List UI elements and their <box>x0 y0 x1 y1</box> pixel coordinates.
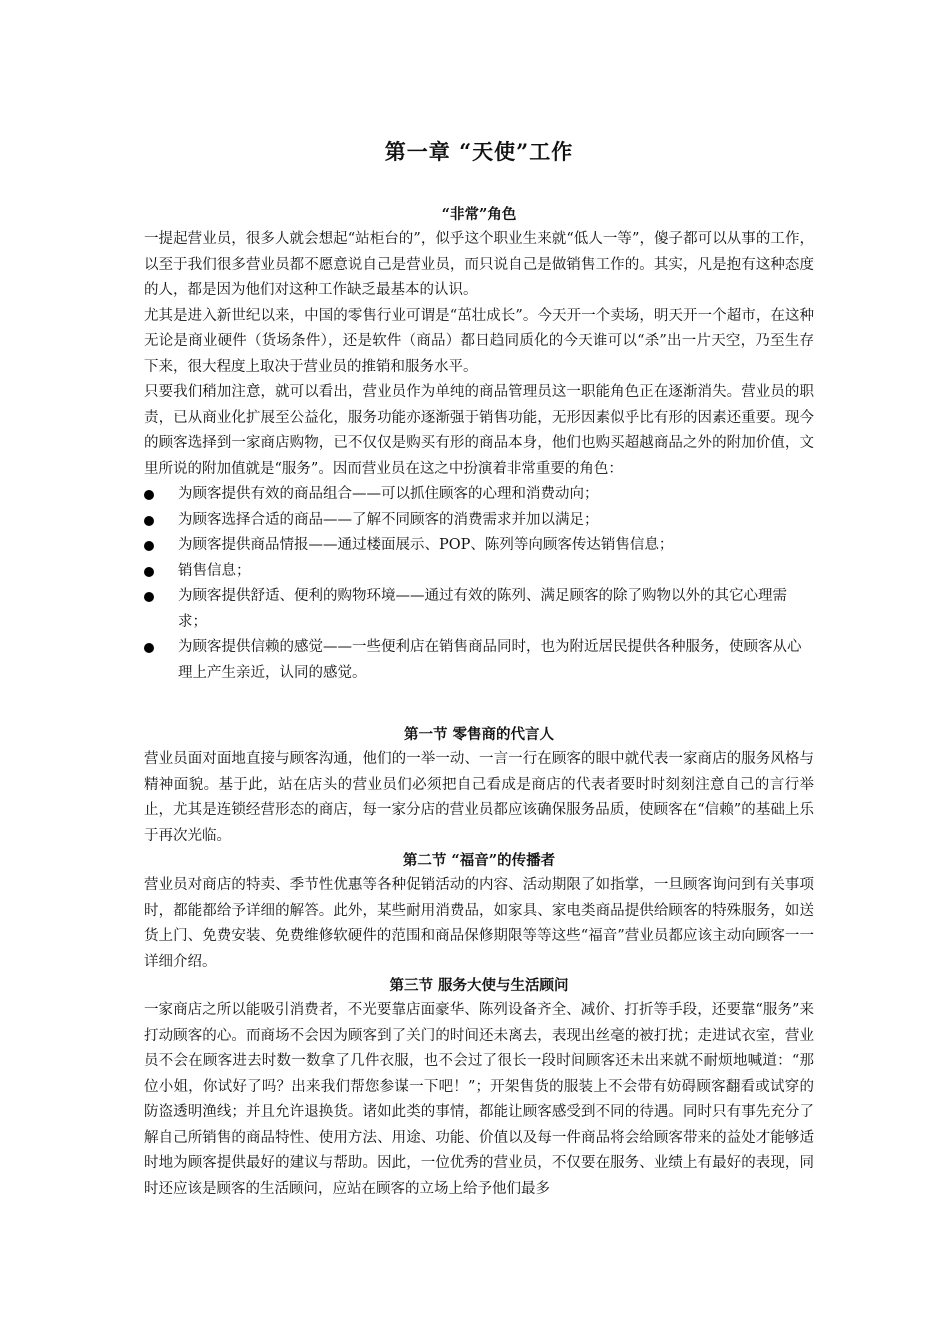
intro-paragraph-3: 只要我们稍加注意，就可以看出，营业员作为单纯的商品管理员这一职能角色正在逐渐消失。营业员的职责，已从商业化扩展至公益化，服务功能亦逐渐强于销售功能，无形因素似乎比有形的因素还重要。现今的顾客选择到一家商店购物，已不仅仅是购买有形的商品本身，他们也购买超越商品之外的附加价值，文里所说的附加值就是“服务”。因而营业员在这之中扮演着非常重要的角色： <box>144 384 814 477</box>
list-item <box>144 508 814 534</box>
list-item-text: 为顾客提供信赖的感觉——一些便利店在销售商品同时，也为附近居民提供各种服务，使顾客从心理上产生亲近，认同的感觉。 <box>178 639 802 681</box>
section-1-heading: 第一节 零售商的代言人 <box>403 726 555 743</box>
bullet-icon <box>144 643 154 653</box>
bullet-icon <box>144 592 154 602</box>
section-1-text: 营业员面对面地直接与顾客沟通，他们的一举一动、一言一行在顾客的眼中就代表一家商店的服务风格与精神面貌。基于此，站在店头的营业员们必须把自己看成是商店的代表者要时时刻刻注意自己的言行举止，尤其是连锁经营形态的商店，每一家分店的营业员都应该确保服务品质，使顾客在“信赖”的基础上乐于再次光临。 <box>144 751 814 844</box>
list-item <box>144 559 814 585</box>
section-3-text: 一家商店之所以能吸引消费者，不光要靠店面豪华、陈列设备齐全、减价、打折等手段，还要靠“服务”来打动顾客的心。而商场不会因为顾客到了关门的时间还未离去，表现出丝毫的被打扰；走进试衣室，营业员不会在顾客进去时数一数拿了几件衣服，也不会过了很长一段时间顾客还未出来就不耐烦地喊道：“那位小姐，你试好了吗？出来我们帮您参谋一下吧！”；开架售货的服装上不会带有妨碍顾客翻看或试穿的防盗透明渔线；并且允许退换货。诸如此类的事情，都能让顾客感受到不同的待遇。同时只有事先充分了解自己所销售的商品特性、使用方法、用途、功能、价值以及每一件商品将会给顾客带来的益处才能够适时地为顾客提供最好的建议与帮助。因此，一位优秀的营业员，不仅要在服务、业绩上有最好的表现，同时还应该是顾客的生活顾问，应站在顾客的立场上给予他们最多 <box>144 1002 814 1197</box>
list-item-text: 为顾客提供商品情报——通过楼面展示、POP、陈列等向顾客传达销售信息； <box>178 537 674 553</box>
intro-section <box>144 202 814 686</box>
section-2-text: 营业员对商店的特卖、季节性优惠等各种促销活动的内容、活动期限了如指掌，一旦顾客询问到有关事项时，都能都给予详细的解答。此外，某些耐用消费品，如家具、家电类商品提供给顾客的特殊服务，如送货上门、免费安装、免费维修软硬件的范围和商品保修期限等等这些“福音”营业员都应该主动向顾客一一详细介绍。 <box>144 877 814 970</box>
list-item-text: 销售信息； <box>178 562 251 579</box>
list-item <box>144 584 814 635</box>
intro-heading: “非常”角色 <box>441 206 517 223</box>
list-item-text: 为顾客选择合适的商品——了解不同顾客的消费需求并加以满足； <box>178 511 599 528</box>
list-item <box>144 533 814 559</box>
list-item <box>144 482 814 508</box>
intro-paragraph-2: 尤其是进入新世纪以来，中国的零售行业可谓是“茁壮成长”。今天开一个卖场，明天开一个超市，在这种无论是商业硬件（货场条件），还是软件（商品）都日趋同质化的今天谁可以“杀”出一片天空，乃至生存下来，很大程度上取决于营业员的推销和服务水平。 <box>144 307 814 375</box>
section-1 <box>144 722 814 849</box>
list-item <box>144 635 814 686</box>
list-item-text: 为顾客提供舒适、便利的购物环境——通过有效的陈列、满足顾客的除了购物以外的其它心理需求； <box>178 588 787 630</box>
bullet-icon <box>144 567 154 577</box>
bullet-icon <box>144 490 154 500</box>
section-2 <box>144 848 814 975</box>
bullet-icon <box>144 541 154 551</box>
section-2-heading: 第二节 “福音”的传播者 <box>402 852 556 869</box>
roles-list <box>144 482 814 686</box>
section-3 <box>144 973 814 1202</box>
section-3-heading: 第三节 服务大使与生活顾问 <box>389 977 569 994</box>
bullet-icon <box>144 516 154 526</box>
list-item-text: 为顾客提供有效的商品组合——可以抓住顾客的心理和消费动向； <box>178 486 599 502</box>
intro-paragraph-1: 一提起营业员，很多人就会想起“站柜台的”，似乎这个职业生来就“低人一等”，傻子都可以从事的工作，以至于我们很多营业员都不愿意说自己是营业员，而只说自己是做销售工作的。其实，凡是抱有这种态度的人，都是因为他们对这种工作缺乏最基本的认识。 <box>144 231 814 298</box>
chapter-title: 第一章 “天使”工作 <box>384 139 574 164</box>
